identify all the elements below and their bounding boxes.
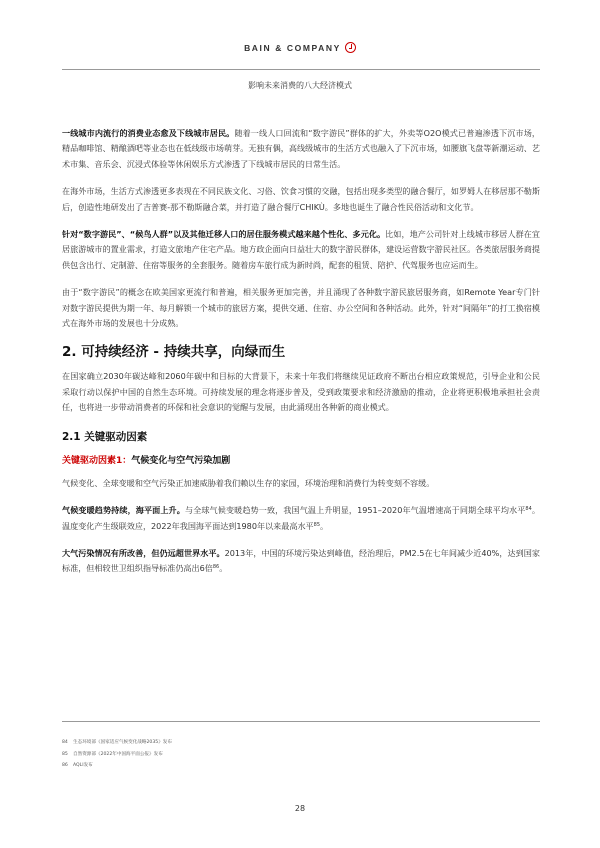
- footnote-ref[interactable]: 86: [212, 564, 220, 571]
- footnote: [62, 749, 540, 761]
- paragraph-lead: 一线城市内流行的消费业态愈及下线城市居民。: [62, 128, 235, 138]
- paragraph: [62, 227, 540, 273]
- driver-label: 关键驱动因素1：: [62, 455, 132, 466]
- paragraph-text: 与全球气候变暖趋势一致，我国气温上升明显，1951–2020年气温增速高于同期全球平均水平: [184, 505, 526, 516]
- footnote: [62, 737, 540, 749]
- footnote-text: AQLI发布: [73, 763, 93, 768]
- driver-intro: 气候变化、全球变暖和空气污染正加速威胁着我们赖以生存的家园，环境治理和消费行为转变刻不容缓。: [62, 477, 435, 488]
- footnote-number: 85: [62, 751, 68, 757]
- page-number: 28: [294, 804, 306, 813]
- brand-logo: [0, 42, 600, 54]
- driver-title: 气候变化与空气污染加剧: [131, 455, 231, 466]
- subsection-heading: 2.1 关键驱动因素: [62, 430, 148, 443]
- footnote-text: 生态环境部《国家适应气候变化战略2035》发布: [73, 740, 172, 745]
- paragraph-text: 。: [219, 563, 228, 574]
- paragraph-warming: [62, 503, 540, 534]
- paragraph-text: 在海外市场，生活方式渗透更多表现在不同民族文化、习俗、饮食习惯的交融，包括出现多类型的融合餐厅，如罗姆人在移居那不勒斯后，创造性地研发出了吉普赛-那不勒斯融合菜，并打造了融合餐厅CHIKÙ。多地也诞生了融合性民俗活动和文化节。: [62, 186, 540, 212]
- paragraph-air: [62, 546, 540, 577]
- section-heading: 2. 可持续经济 - 持续共享，向绿而生: [62, 344, 286, 361]
- paragraph-text: 由于“数字游民”的概念在欧美国家更流行和普遍，相关服务更加完善，并且涌现了各种数字游民旅居服务商，如Remote Year专门针对数字游民提供为期一年、每月解锁一个城市的旅居方案，提供交通、住宿、办公空间和各种活动。此外，针对“间隔年”的打工换宿模式在海外市场的发展也十分成熟。: [62, 287, 540, 329]
- report-subtitle: 影响未来消费的八大经济模式: [248, 81, 352, 90]
- paragraph-lead: 大气污染情况有所改善，但仍远超世界水平。: [62, 547, 225, 558]
- footnote-ref[interactable]: 85: [313, 521, 321, 528]
- paragraph-text: 2013年，中国的环境污染达到峰值，经治理后，PM2.5在七年间减少近40%，达到国家标准，但相较世卫组织指导标准仍高出6倍: [62, 547, 540, 574]
- brand-name: BAIN & COMPANY: [244, 43, 341, 53]
- paragraph-text: 。温度变化产生级联效应，2022年我国海平面达到1980年以来最高水平: [62, 505, 540, 531]
- page-content: [62, 126, 540, 589]
- paragraph: [62, 184, 540, 215]
- paragraph-text: 。: [320, 520, 329, 531]
- brand-mark-icon: [345, 42, 356, 53]
- driver-heading: [62, 454, 540, 468]
- paragraph-lead: 气候变暖趋势持续，海平面上升。: [62, 505, 185, 516]
- paragraph-lead: 针对“数字游民”、“候鸟人群”以及其他迁移人口的居住服务模式越来越个性化、多元化。: [62, 229, 386, 240]
- paragraph-text: 比如，地产公司针对上线城市移居人群在宜居旅游城市的置业需求，打造文旅地产住宅产品。地方政企面向日益壮大的数字游民群体，建设运营数字游民社区。各类旅居服务商提供包含出行、定制游、住宿等服务的全套服务。随着房车旅行成为新时尚，配套的租赁、陪护、代驾服务也应运而生。: [62, 229, 540, 270]
- paragraph-text: 随着一线人口回流和“数字游民”群体的扩大，外卖等O2O模式已普遍渗透下沉市场，精品咖啡馆、精酿酒吧等业态也在低线级市场萌芽。无独有偶，高线级城市的生活方式也融入了下沉市场，如腰旗飞盘等新潮运动、艺术市集、音乐会、沉浸式体验等休闲娱乐方式渗透了下线城市居民的日常生活。: [62, 128, 540, 169]
- footnote-number: 86: [62, 763, 68, 768]
- footnotes: [62, 737, 540, 772]
- footnote-number: 84: [62, 740, 68, 745]
- footnote: [62, 760, 540, 772]
- section-intro: 在国家确立2030年碳达峰和2060年碳中和目标的大背景下，未来十年我们将继续见证政府不断出台相应政策规范，引导企业和公民采取行动以保护中国的自然生态环境。可持续发展的理念将逐步普及，受到政策要求和经济激励的推动，企业将更积极地承担社会责任，也将进一步带动消费者的环保和社会意识的觉醒与发展，由此涌现出各种新的商业模式。: [62, 371, 540, 413]
- footnote-text: 自然资源部《2022年中国海平面公报》发布: [73, 751, 163, 757]
- footnote-divider: [62, 721, 540, 722]
- paragraph: [62, 126, 540, 172]
- paragraph: [62, 285, 540, 331]
- footnote-ref[interactable]: 84: [525, 506, 532, 513]
- header-divider: [62, 69, 540, 70]
